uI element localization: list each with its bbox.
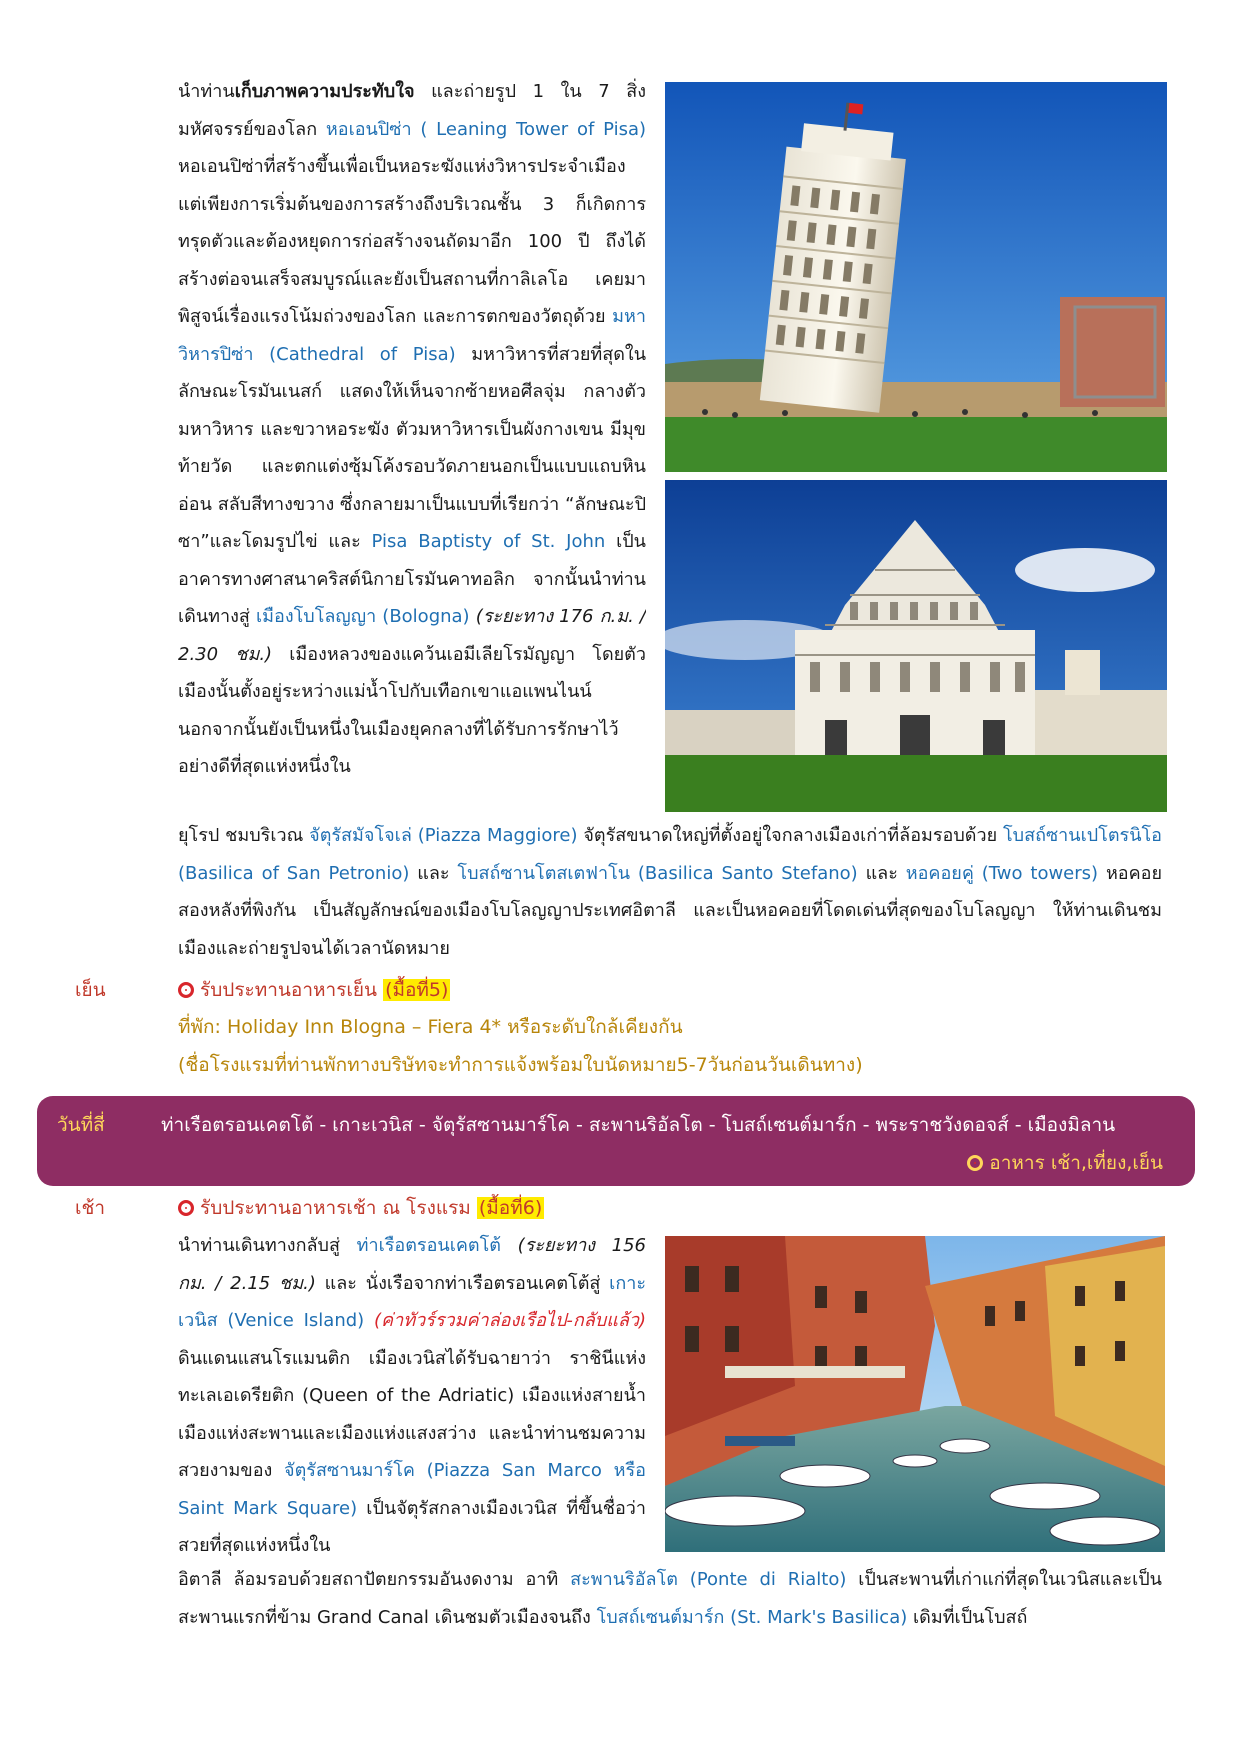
- link-pisa-baptistery[interactable]: Pisa Baptisty of St. John: [371, 531, 606, 552]
- link-st-marks-basilica[interactable]: โบสถ์เซนต์มาร์ก (St. Mark's Basilica): [596, 1606, 908, 1628]
- morning-label: เช้า: [75, 1197, 106, 1219]
- venice-paragraph: นำท่านเดินทางกลับสู่ ท่าเรือตรอนเคตโต้ (ระยะทาง 156 กม. / 2.15 ชม.) และ นั่งเรือจากท่าเรือตรอนเคตโต้สู่ เกาะเวนิส (Venice Island) (ค่าทัวร์รวมค่าล่องเรือไป-กลับแล้ว) ดินแดนแสนโรแมนติก เมืองเวนิสได้รับฉายาว่า ราชินีแห่งทะเลเอเดรียติก (Queen of the Adriatic) เมืองแห่งสายน้ำ เมืองแห่งสะพานและเมืองแห่งแสงสว่าง และนำท่านชมความสวยงามของ จัตุรัสซานมาร์โค (Piazza San Marco หรือ Saint Mark Square) เป็นจัตุรัสกลางเมืองเวนิส ที่ขึ้นชื่อว่าสวยที่สุดแห่งหนึ่งใน: [178, 1235, 646, 1556]
- breakfast-line: รับประทานอาหารเช้า ณ โรงแรม (มื้อที่6): [178, 1193, 544, 1223]
- venice-canal-photo: [665, 1236, 1165, 1552]
- meal-plate-icon: [178, 982, 194, 998]
- link-two-towers[interactable]: หอคอยคู่ (Two towers): [905, 862, 1099, 884]
- meal-plate-icon: [967, 1155, 983, 1171]
- leaning-tower-photo: [665, 82, 1167, 472]
- day-meals: อาหาร เช้า,เที่ยง,เย็น: [967, 1148, 1163, 1178]
- hotel-note: (ชื่อโรงแรมที่ท่านพักทางบริษัทจะทำการแจ้งพร้อมใบนัดหมาย5-7วันก่อนวันเดินทาง): [178, 1054, 863, 1076]
- link-leaning-tower[interactable]: หอเอนปิซ่า ( Leaning Tower of Pisa): [325, 118, 646, 140]
- pisa-paragraph: นำท่านเก็บภาพความประทับใจ และถ่ายรูป 1 ใน 7 สิ่งมหัศจรรย์ของโลก หอเอนปิซ่า ( Leaning Tower of Pisa) หอเอนปิซ่าที่สร้างขึ้นเพื่อเป็นหอระฆังแห่งวิหารประจำเมือง แต่เพียงการเริ่มต้นของการสร้างถึงบริเวณชั้น 3 ก็เกิดการทรุดตัวและต้องหยุดการก่อสร้างจนถัดมาอีก 100 ปี ถึงได้สร้างต่อจนเสร็จสมบูรณ์และยังเป็นสถานที่กาลิเลโอ เคยมาพิสูจน์เรื่องแรงโน้มถ่วงของโลก และการตกของวัตถุด้วย มหาวิหารปิซ่า (Cathedral of Pisa) มหาวิหารที่สวยที่สุดในลักษณะโรมันเนสก์ แสดงให้เห็นจากซ้ายหอศีลจุ่ม กลางตัวมหาวิหาร และขวาหอระฆัง ตัวมหาวิหารเป็นผังกางเขน มีมุขท้ายวัด และตกแต่งซุ้มโค้งรอบวัดภายนอกเป็นแบบแถบหินอ่อน สลับสีทางขวาง ซึ่งกลายมาเป็นแบบที่เรียกว่า “ลักษณะปิซา”และโดมรูปไข่ และ Pisa Baptisty of St. John เป็นอาคารทางศาสนาคริสต์นิกายโรมันคาทอลิก จากนั้นนำท่านเดินทางสู่ เมืองโบโลญญา (Bologna) (ระยะทาง 176 ก.ม. / 2.30 ชม.) เมืองหลวงของแคว้นเอมีเลียโรมัญญา โดยตัวเมืองนั้นตั้งอยู่ระหว่างแม่น้ำโปกับเทือกเขาแอแพนไนน์ นอกจากนั้นยังเป็นหนึ่งในเมืองยุคกลางที่ได้รับการรักษาไว้ อย่างดีที่สุดแห่งหนึ่งใน: [178, 81, 646, 777]
- meal-plate-icon: [178, 1200, 194, 1216]
- meal-number-badge: (มื้อที่6): [478, 1197, 543, 1219]
- link-piazza-maggiore[interactable]: จัตุรัสมัจโจเล่ (Piazza Maggiore): [309, 825, 578, 846]
- link-tronchetto-port[interactable]: ท่าเรือตรอนเคตโต้: [356, 1235, 501, 1256]
- day-name: วันที่สี่: [57, 1114, 105, 1136]
- link-piazza-san-marco[interactable]: จัตุรัสซานมาร์โค (Piazza San Marco หรือ Saint Mark Square): [178, 1460, 646, 1519]
- link-basilica-santo-stefano[interactable]: โบสถ์ซานโตสเตฟาโน (Basilica Santo Stefano): [457, 862, 858, 884]
- link-venice-island[interactable]: เกาะเวนิส (Venice Island): [178, 1272, 646, 1331]
- link-rialto-bridge[interactable]: สะพานริอัลโต (Ponte di Rialto): [570, 1569, 847, 1590]
- meal-number-badge: (มื้อที่5): [385, 979, 449, 1001]
- day-route: ท่าเรือตรอนเคตโต้ - เกาะเวนิส - จัตุรัสซานมาร์โค - สะพานริอัลโต - โบสถ์เซนต์มาร์ก - พระราชวังดอจส์ - เมืองมิลาน: [161, 1114, 1116, 1136]
- cathedral-of-pisa-photo: [665, 480, 1167, 812]
- bologna-paragraph: ยุโรป ชมบริเวณ จัตุรัสมัจโจเล่ (Piazza Maggiore) จัตุรัสขนาดใหญ่ที่ตั้งอยู่ใจกลางเมืองเก่าที่ล้อมรอบด้วย โบสถ์ซานเปโตรนิโอ (Basilica of San Petronio) และ โบสถ์ซานโตสเตฟาโน (Basilica Santo Stefano) และ หอคอยคู่ (Two towers) หอคอยสองหลังที่พิงกัน เป็นสัญลักษณ์ของเมืองโบโลญญาประเทศอิตาลี และเป็นหอคอยที่โดดเด่นที่สุดของโบโลญญา ให้ท่านเดินชมเมืองและถ่ายรูปจนได้เวลานัดหมาย: [178, 825, 1163, 959]
- rialto-paragraph: อิตาลี ล้อมรอบด้วยสถาปัตยกรรมอันงดงาม อาทิ สะพานริอัลโต (Ponte di Rialto) เป็นสะพานที่เก่าแก่ที่สุดในเวนิสและเป็นสะพานแรกที่ข้าม Grand Canal เดินชมตัวเมืองจนถึง โบสถ์เซนต์มาร์ก (St. Mark's Basilica) เดิมที่เป็นโบสถ์: [178, 1569, 1162, 1628]
- evening-label: เย็น: [75, 979, 106, 1001]
- hotel-line: ที่พัก: Holiday Inn Blogna – Fiera 4* หรือระดับใกล้เคียงกัน: [178, 1016, 683, 1038]
- link-bologna[interactable]: เมืองโบโลญญา (Bologna): [256, 606, 470, 627]
- day-four-header: [37, 1096, 1195, 1186]
- link-basilica-san-petronio[interactable]: โบสถ์ซานเปโตรนิโอ (Basilica of San Petronio): [178, 825, 1162, 884]
- link-cathedral-of-pisa[interactable]: มหาวิหารปิซ่า (Cathedral of Pisa): [178, 306, 646, 365]
- dinner-line: รับประทานอาหารเย็น (มื้อที่5): [178, 975, 450, 1005]
